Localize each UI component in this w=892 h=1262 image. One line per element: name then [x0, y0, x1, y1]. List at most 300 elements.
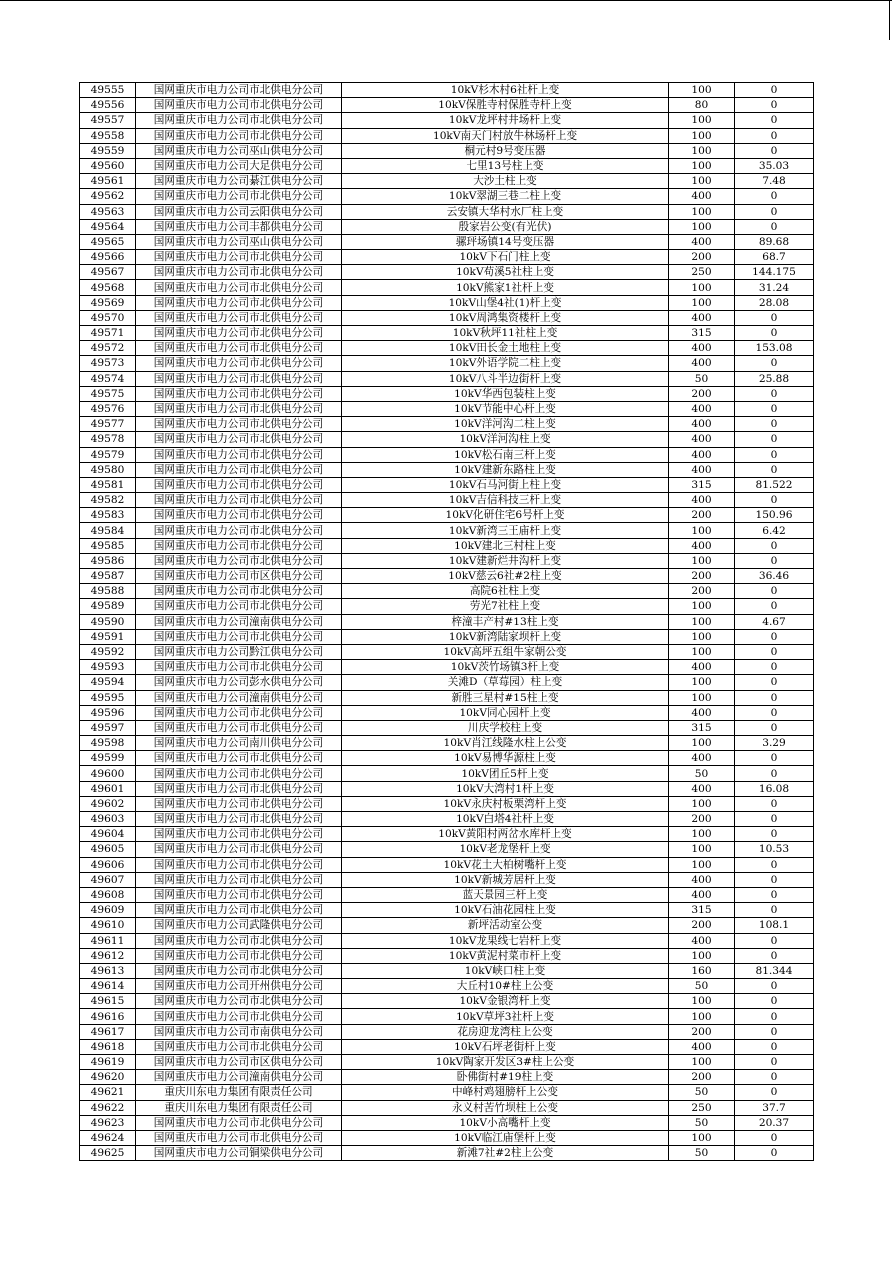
- capacity-cell: 100: [669, 553, 735, 568]
- capacity-cell: 100: [669, 280, 735, 295]
- capacity-cell: 400: [669, 356, 735, 371]
- company-cell: 国网重庆市电力公司市北供电分公司: [136, 128, 342, 143]
- row-id-cell: 49587: [80, 569, 136, 584]
- row-id-cell: 49582: [80, 493, 136, 508]
- value-cell: 10.53: [735, 842, 814, 857]
- company-cell: 国网重庆市电力公司市北供电分公司: [136, 1115, 342, 1130]
- value-cell: 0: [735, 933, 814, 948]
- row-id-cell: 49593: [80, 660, 136, 675]
- table-row: [80, 493, 814, 508]
- value-cell: 89.68: [735, 234, 814, 249]
- company-cell: 国网重庆市电力公司市北供电分公司: [136, 948, 342, 963]
- row-id-cell: 49625: [80, 1146, 136, 1161]
- value-cell: 0: [735, 310, 814, 325]
- table-row: [80, 250, 814, 265]
- transformer-name-cell: 10kV田长金土地柱上变: [342, 341, 669, 356]
- value-cell: 0: [735, 720, 814, 735]
- value-cell: 6.42: [735, 523, 814, 538]
- table-row: [80, 386, 814, 401]
- capacity-cell: 50: [669, 979, 735, 994]
- transformer-name-cell: 10kV易博华源柱上变: [342, 751, 669, 766]
- table-row: [80, 827, 814, 842]
- row-id-cell: 49609: [80, 903, 136, 918]
- table-row: [80, 295, 814, 310]
- company-cell: 国网重庆市电力公司市北供电分公司: [136, 1130, 342, 1145]
- capacity-cell: 100: [669, 827, 735, 842]
- company-cell: 国网重庆市电力公司市北供电分公司: [136, 538, 342, 553]
- transformer-name-cell: 10kV陶家开发区3#柱上公变: [342, 1055, 669, 1070]
- table-row: [80, 1009, 814, 1024]
- table-row: [80, 614, 814, 629]
- row-id-cell: 49611: [80, 933, 136, 948]
- table-row: [80, 1024, 814, 1039]
- table-row: [80, 690, 814, 705]
- table-row: [80, 477, 814, 492]
- value-cell: 7.48: [735, 174, 814, 189]
- transformer-name-cell: 七里13号柱上变: [342, 158, 669, 173]
- value-cell: 144.175: [735, 265, 814, 280]
- table-row: [80, 538, 814, 553]
- row-id-cell: 49570: [80, 310, 136, 325]
- company-cell: 国网重庆市电力公司市北供电分公司: [136, 827, 342, 842]
- capacity-cell: 100: [669, 948, 735, 963]
- row-id-cell: 49578: [80, 432, 136, 447]
- capacity-cell: 160: [669, 963, 735, 978]
- table-row: [80, 720, 814, 735]
- row-id-cell: 49616: [80, 1009, 136, 1024]
- table-row: [80, 963, 814, 978]
- transformer-name-cell: 10kV黄阳村两岔水库杆上变: [342, 827, 669, 842]
- value-cell: 0: [735, 903, 814, 918]
- capacity-cell: 200: [669, 508, 735, 523]
- company-cell: 国网重庆市电力公司市北供电分公司: [136, 766, 342, 781]
- table-row: [80, 1085, 814, 1100]
- table-row: [80, 356, 814, 371]
- company-cell: 国网重庆市电力公司市北供电分公司: [136, 857, 342, 872]
- table-row: [80, 933, 814, 948]
- row-id-cell: 49579: [80, 447, 136, 462]
- value-cell: 35.03: [735, 158, 814, 173]
- table-row: [80, 705, 814, 720]
- capacity-cell: 250: [669, 265, 735, 280]
- value-cell: 0: [735, 812, 814, 827]
- row-id-cell: 49566: [80, 250, 136, 265]
- value-cell: 0: [735, 189, 814, 204]
- row-id-cell: 49588: [80, 584, 136, 599]
- table-row: [80, 234, 814, 249]
- row-id-cell: 49584: [80, 523, 136, 538]
- capacity-cell: 400: [669, 341, 735, 356]
- transformer-name-cell: 劳光7社柱上变: [342, 599, 669, 614]
- transformer-name-cell: 10kV新湾三王庙杆上变: [342, 523, 669, 538]
- row-id-cell: 49576: [80, 401, 136, 416]
- transformer-name-cell: 新坪活动室公变: [342, 918, 669, 933]
- transformer-name-cell: 10kV高坪五组牛家朝公变: [342, 644, 669, 659]
- transformer-name-cell: 新胜三星村#15柱上变: [342, 690, 669, 705]
- capacity-cell: 400: [669, 401, 735, 416]
- table-row: [80, 174, 814, 189]
- value-cell: 0: [735, 675, 814, 690]
- value-cell: 0: [735, 872, 814, 887]
- transformer-name-cell: 卧佛街村#19柱上变: [342, 1070, 669, 1085]
- company-cell: 国网重庆市电力公司市区供电分公司: [136, 1055, 342, 1070]
- transformer-name-cell: 新滩7社#2柱上公变: [342, 1146, 669, 1161]
- row-id-cell: 49619: [80, 1055, 136, 1070]
- value-cell: 0: [735, 326, 814, 341]
- value-cell: 0: [735, 98, 814, 113]
- value-cell: 0: [735, 538, 814, 553]
- table-row: [80, 1115, 814, 1130]
- table-row: [80, 584, 814, 599]
- capacity-cell: 100: [669, 994, 735, 1009]
- transformer-name-cell: 10kV苟溪5社柱上变: [342, 265, 669, 280]
- row-id-cell: 49598: [80, 736, 136, 751]
- capacity-cell: 250: [669, 1100, 735, 1115]
- company-cell: 国网重庆市电力公司市北供电分公司: [136, 599, 342, 614]
- capacity-cell: 100: [669, 736, 735, 751]
- transformer-name-cell: 10kV小高嘴杆上变: [342, 1115, 669, 1130]
- value-cell: 0: [735, 644, 814, 659]
- value-cell: 36.46: [735, 569, 814, 584]
- company-cell: 国网重庆市电力公司市北供电分公司: [136, 523, 342, 538]
- value-cell: 0: [735, 447, 814, 462]
- transformer-name-cell: 10kV节能中心杆上变: [342, 401, 669, 416]
- value-cell: 0: [735, 1130, 814, 1145]
- table-row: [80, 401, 814, 416]
- capacity-cell: 315: [669, 477, 735, 492]
- company-cell: 国网重庆市电力公司市北供电分公司: [136, 98, 342, 113]
- row-id-cell: 49583: [80, 508, 136, 523]
- table-row: [80, 751, 814, 766]
- value-cell: 25.88: [735, 371, 814, 386]
- transformer-name-cell: 大沙土柱上变: [342, 174, 669, 189]
- company-cell: 国网重庆市电力公司市北供电分公司: [136, 842, 342, 857]
- company-cell: 国网重庆市电力公司潼南供电分公司: [136, 614, 342, 629]
- transformer-name-cell: 10kV老龙堡杆上变: [342, 842, 669, 857]
- value-cell: 0: [735, 994, 814, 1009]
- capacity-cell: 400: [669, 887, 735, 902]
- company-cell: 国网重庆市电力公司市北供电分公司: [136, 326, 342, 341]
- row-id-cell: 49620: [80, 1070, 136, 1085]
- capacity-cell: 100: [669, 174, 735, 189]
- transformer-name-cell: 10kV同心园杆上变: [342, 705, 669, 720]
- row-id-cell: 49596: [80, 705, 136, 720]
- capacity-cell: 100: [669, 599, 735, 614]
- transformer-name-cell: 高院6社柱上变: [342, 584, 669, 599]
- value-cell: 0: [735, 584, 814, 599]
- capacity-cell: 100: [669, 644, 735, 659]
- row-id-cell: 49601: [80, 781, 136, 796]
- transformer-name-cell: 10kV茨竹场镇3杆上变: [342, 660, 669, 675]
- company-cell: 国网重庆市电力公司市北供电分公司: [136, 310, 342, 325]
- value-cell: 0: [735, 599, 814, 614]
- row-id-cell: 49592: [80, 644, 136, 659]
- value-cell: 0: [735, 113, 814, 128]
- row-id-cell: 49556: [80, 98, 136, 113]
- table-row: [80, 599, 814, 614]
- company-cell: 国网重庆市电力公司市北供电分公司: [136, 720, 342, 735]
- row-id-cell: 49614: [80, 979, 136, 994]
- table-row: [80, 660, 814, 675]
- row-id-cell: 49560: [80, 158, 136, 173]
- transformer-name-cell: 梓潼丰产村#13柱上变: [342, 614, 669, 629]
- table-row: [80, 842, 814, 857]
- company-cell: 国网重庆市电力公司市北供电分公司: [136, 356, 342, 371]
- row-id-cell: 49574: [80, 371, 136, 386]
- table-row: [80, 1039, 814, 1054]
- table-row: [80, 979, 814, 994]
- transformer-name-cell: 蓝天景园三杆上变: [342, 887, 669, 902]
- company-cell: 国网重庆市电力公司巫山供电分公司: [136, 234, 342, 249]
- value-cell: 0: [735, 690, 814, 705]
- value-cell: 0: [735, 751, 814, 766]
- transformer-name-cell: 10kV石马河街上柱上变: [342, 477, 669, 492]
- transformer-name-cell: 10kV下石门柱上变: [342, 250, 669, 265]
- value-cell: 153.08: [735, 341, 814, 356]
- company-cell: 国网重庆市电力公司市北供电分公司: [136, 903, 342, 918]
- company-cell: 重庆川东电力集团有限责任公司: [136, 1100, 342, 1115]
- transformer-name-cell: 10kV新湾陆家坝杆上变: [342, 629, 669, 644]
- company-cell: 国网重庆市电力公司市北供电分公司: [136, 447, 342, 462]
- transformer-name-cell: 10kV白塔4社杆上变: [342, 812, 669, 827]
- row-id-cell: 49575: [80, 386, 136, 401]
- company-cell: 国网重庆市电力公司市北供电分公司: [136, 584, 342, 599]
- company-cell: 国网重庆市电力公司市北供电分公司: [136, 1039, 342, 1054]
- capacity-cell: 50: [669, 1146, 735, 1161]
- capacity-cell: 200: [669, 812, 735, 827]
- transformer-name-cell: 10kV洋河沟二柱上变: [342, 417, 669, 432]
- row-id-cell: 49610: [80, 918, 136, 933]
- capacity-cell: 400: [669, 705, 735, 720]
- row-id-cell: 49607: [80, 872, 136, 887]
- capacity-cell: 80: [669, 98, 735, 113]
- company-cell: 国网重庆市电力公司市北供电分公司: [136, 553, 342, 568]
- company-cell: 国网重庆市电力公司市北供电分公司: [136, 629, 342, 644]
- transformer-name-cell: 10kV花土大柏树嘴杆上变: [342, 857, 669, 872]
- table-row: [80, 796, 814, 811]
- row-id-cell: 49563: [80, 204, 136, 219]
- capacity-cell: 200: [669, 918, 735, 933]
- capacity-cell: 100: [669, 204, 735, 219]
- transformer-name-cell: 10kV保胜寺村保胜寺杆上变: [342, 98, 669, 113]
- value-cell: 37.7: [735, 1100, 814, 1115]
- transformer-name-cell: 10kV山堡4社(1)杆上变: [342, 295, 669, 310]
- transformer-name-cell: 殷家岩公变(有光伏): [342, 219, 669, 234]
- company-cell: 国网重庆市电力公司市北供电分公司: [136, 280, 342, 295]
- company-cell: 国网重庆市电力公司市北供电分公司: [136, 781, 342, 796]
- row-id-cell: 49561: [80, 174, 136, 189]
- transformer-name-cell: 10kV建北三村柱上变: [342, 538, 669, 553]
- value-cell: 0: [735, 1085, 814, 1100]
- transformer-name-cell: 川庆学校柱上变: [342, 720, 669, 735]
- transformer-table: [79, 82, 814, 1161]
- company-cell: 国网重庆市电力公司市南供电分公司: [136, 1024, 342, 1039]
- transformer-name-cell: 10kV翠湖三巷二柱上变: [342, 189, 669, 204]
- value-cell: 0: [735, 796, 814, 811]
- transformer-name-cell: 10kV化研住宅6号杆上变: [342, 508, 669, 523]
- row-id-cell: 49597: [80, 720, 136, 735]
- table-row: [80, 781, 814, 796]
- value-cell: 0: [735, 629, 814, 644]
- table-row: [80, 143, 814, 158]
- transformer-name-cell: 10kV松石南三杆上变: [342, 447, 669, 462]
- company-cell: 国网重庆市电力公司市北供电分公司: [136, 83, 342, 98]
- company-cell: 国网重庆市电力公司市北供电分公司: [136, 371, 342, 386]
- row-id-cell: 49568: [80, 280, 136, 295]
- value-cell: 0: [735, 219, 814, 234]
- capacity-cell: 100: [669, 796, 735, 811]
- transformer-name-cell: 云安镇大华村水厂柱上变: [342, 204, 669, 219]
- transformer-name-cell: 10kV团丘5杆上变: [342, 766, 669, 781]
- company-cell: 国网重庆市电力公司市北供电分公司: [136, 432, 342, 447]
- value-cell: 0: [735, 1146, 814, 1161]
- table-row: [80, 447, 814, 462]
- value-cell: 0: [735, 128, 814, 143]
- capacity-cell: 400: [669, 1039, 735, 1054]
- value-cell: 0: [735, 401, 814, 416]
- capacity-cell: 200: [669, 1070, 735, 1085]
- transformer-name-cell: 10kV建新东路柱上变: [342, 462, 669, 477]
- company-cell: 国网重庆市电力公司市北供电分公司: [136, 250, 342, 265]
- table-row: [80, 872, 814, 887]
- capacity-cell: 400: [669, 310, 735, 325]
- value-cell: 0: [735, 705, 814, 720]
- capacity-cell: 100: [669, 1130, 735, 1145]
- capacity-cell: 400: [669, 933, 735, 948]
- row-id-cell: 49555: [80, 83, 136, 98]
- value-cell: 0: [735, 143, 814, 158]
- table-row: [80, 675, 814, 690]
- capacity-cell: 100: [669, 113, 735, 128]
- value-cell: 31.24: [735, 280, 814, 295]
- value-cell: 0: [735, 827, 814, 842]
- company-cell: 国网重庆市电力公司市北供电分公司: [136, 401, 342, 416]
- table-row: [80, 644, 814, 659]
- capacity-cell: 100: [669, 158, 735, 173]
- value-cell: 150.96: [735, 508, 814, 523]
- row-id-cell: 49617: [80, 1024, 136, 1039]
- value-cell: 0: [735, 1024, 814, 1039]
- company-cell: 国网重庆市电力公司市北供电分公司: [136, 493, 342, 508]
- table-row: [80, 523, 814, 538]
- capacity-cell: 50: [669, 1085, 735, 1100]
- row-id-cell: 49580: [80, 462, 136, 477]
- capacity-cell: 400: [669, 234, 735, 249]
- table-row: [80, 98, 814, 113]
- row-id-cell: 49569: [80, 295, 136, 310]
- capacity-cell: 400: [669, 751, 735, 766]
- capacity-cell: 100: [669, 629, 735, 644]
- table-row: [80, 1055, 814, 1070]
- company-cell: 国网重庆市电力公司彭水供电分公司: [136, 675, 342, 690]
- value-cell: 0: [735, 417, 814, 432]
- transformer-name-cell: 10kV洋河沟柱上变: [342, 432, 669, 447]
- company-cell: 国网重庆市电力公司市北供电分公司: [136, 1009, 342, 1024]
- table-row: [80, 1100, 814, 1115]
- row-id-cell: 49581: [80, 477, 136, 492]
- row-id-cell: 49618: [80, 1039, 136, 1054]
- capacity-cell: 100: [669, 1055, 735, 1070]
- company-cell: 国网重庆市电力公司黔江供电分公司: [136, 644, 342, 659]
- row-id-cell: 49603: [80, 812, 136, 827]
- capacity-cell: 100: [669, 523, 735, 538]
- row-id-cell: 49600: [80, 766, 136, 781]
- capacity-cell: 400: [669, 538, 735, 553]
- table-row: [80, 903, 814, 918]
- transformer-name-cell: 10kV南天门村放牛林场杆上变: [342, 128, 669, 143]
- table-row: [80, 629, 814, 644]
- table-row: [80, 432, 814, 447]
- value-cell: 0: [735, 83, 814, 98]
- table-row: [80, 265, 814, 280]
- row-id-cell: 49565: [80, 234, 136, 249]
- value-cell: 0: [735, 386, 814, 401]
- company-cell: 国网重庆市电力公司市北供电分公司: [136, 796, 342, 811]
- transformer-name-cell: 10kV石坪老街杆上变: [342, 1039, 669, 1054]
- row-id-cell: 49589: [80, 599, 136, 614]
- company-cell: 国网重庆市电力公司潼南供电分公司: [136, 1070, 342, 1085]
- capacity-cell: 315: [669, 720, 735, 735]
- capacity-cell: 100: [669, 83, 735, 98]
- company-cell: 国网重庆市电力公司綦江供电分公司: [136, 174, 342, 189]
- capacity-cell: 200: [669, 569, 735, 584]
- transformer-name-cell: 10kV临江庙堡杆上变: [342, 1130, 669, 1145]
- transformer-name-cell: 关滩D（草莓园）柱上变: [342, 675, 669, 690]
- capacity-cell: 400: [669, 447, 735, 462]
- company-cell: 国网重庆市电力公司市北供电分公司: [136, 812, 342, 827]
- company-cell: 国网重庆市电力公司潼南供电分公司: [136, 690, 342, 705]
- capacity-cell: 100: [669, 295, 735, 310]
- value-cell: 0: [735, 660, 814, 675]
- transformer-name-cell: 永义村苦竹坝柱上公变: [342, 1100, 669, 1115]
- company-cell: 国网重庆市电力公司云阳供电分公司: [136, 204, 342, 219]
- table-row: [80, 204, 814, 219]
- capacity-cell: 400: [669, 493, 735, 508]
- capacity-cell: 400: [669, 189, 735, 204]
- row-id-cell: 49613: [80, 963, 136, 978]
- capacity-cell: 200: [669, 250, 735, 265]
- row-id-cell: 49624: [80, 1130, 136, 1145]
- row-id-cell: 49606: [80, 857, 136, 872]
- transformer-name-cell: 10kV草坪3社杆上变: [342, 1009, 669, 1024]
- capacity-cell: 400: [669, 462, 735, 477]
- capacity-cell: 100: [669, 128, 735, 143]
- transformer-name-cell: 大丘村10#柱上公变: [342, 979, 669, 994]
- table-row: [80, 508, 814, 523]
- table-row: [80, 553, 814, 568]
- row-id-cell: 49604: [80, 827, 136, 842]
- transformer-name-cell: 10kV熊家1社杆上变: [342, 280, 669, 295]
- company-cell: 国网重庆市电力公司市北供电分公司: [136, 386, 342, 401]
- table-row: [80, 887, 814, 902]
- value-cell: 0: [735, 857, 814, 872]
- value-cell: 81.522: [735, 477, 814, 492]
- capacity-cell: 100: [669, 219, 735, 234]
- company-cell: 国网重庆市电力公司市北供电分公司: [136, 508, 342, 523]
- capacity-cell: 315: [669, 903, 735, 918]
- value-cell: 0: [735, 1070, 814, 1085]
- capacity-cell: 200: [669, 584, 735, 599]
- transformer-name-cell: 10kV新城芳居杆上变: [342, 872, 669, 887]
- company-cell: 国网重庆市电力公司开州供电分公司: [136, 979, 342, 994]
- row-id-cell: 49573: [80, 356, 136, 371]
- company-cell: 国网重庆市电力公司南川供电分公司: [136, 736, 342, 751]
- company-cell: 国网重庆市电力公司武隆供电分公司: [136, 918, 342, 933]
- row-id-cell: 49591: [80, 629, 136, 644]
- company-cell: 国网重庆市电力公司市区供电分公司: [136, 569, 342, 584]
- row-id-cell: 49586: [80, 553, 136, 568]
- capacity-cell: 200: [669, 1024, 735, 1039]
